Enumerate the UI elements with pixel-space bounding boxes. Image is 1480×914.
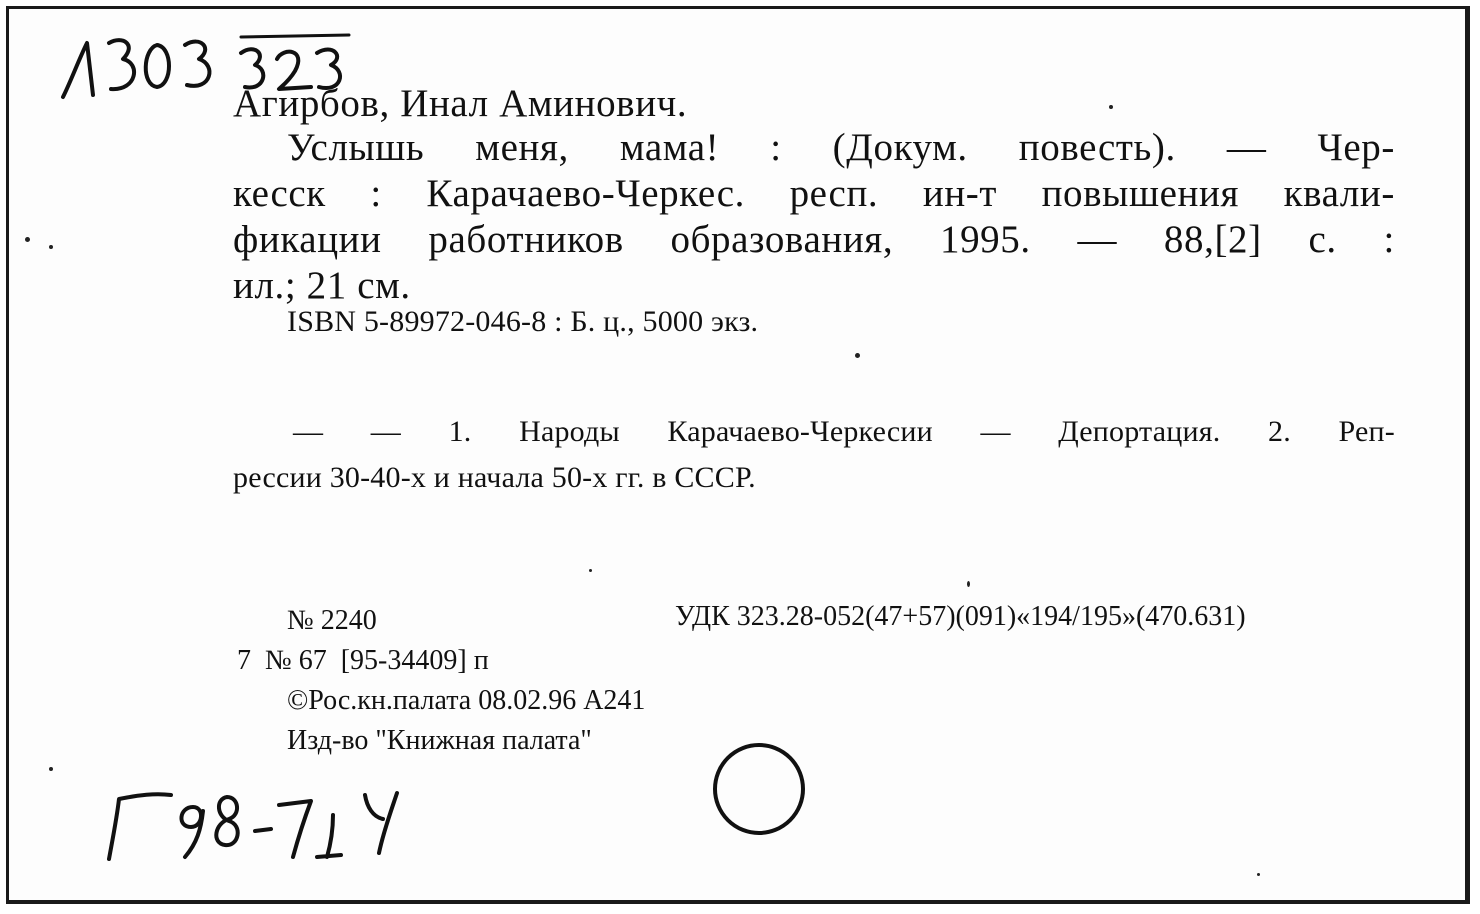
author-heading: Агирбов, Инал Аминович. [233,82,688,125]
handwritten-inventory-number [79,777,419,877]
scan-speck [1257,873,1260,876]
copyright-line: ©Рос.кн.палата 08.02.96 А241 [287,685,646,716]
scan-speck [25,237,30,242]
subject-line-2: рессии 30-40-х и начала 50-х гг. в СССР. [233,461,756,494]
scan-speck [967,581,970,587]
udc-code: УДК 323.28-052(47+57)(091)«194/195»(470.631) [675,601,1246,632]
scan-speck [855,353,860,358]
title-line-3: фикации работников образования, 1995. — 88,[2] с. : [233,218,1395,261]
scan-speck [589,569,592,572]
hole-punch-circle [709,741,809,841]
title-line-1: Услышь меня, мама! : (Докум. повесть). — Чер- [287,126,1395,169]
scan-speck [49,767,53,771]
isbn-line: ISBN 5-89972-046-8 : Б. ц., 5000 экз. [287,305,759,338]
scan-speck [49,245,53,249]
catalog-card [6,6,1470,904]
title-line-4: ил.; 21 см. [233,264,411,307]
record-number: № 2240 [287,605,377,636]
title-line-2: кесск : Карачаево-Черкес. респ. ин-т повышения квали- [233,172,1395,215]
subject-line-1: — — 1. Народы Карачаево-Черкесии — Депортация. 2. Реп- [293,415,1395,448]
footer-line-2: 7 № 67 [95-34409] п [237,645,489,676]
scan-speck [1109,105,1113,109]
publisher-line: Изд-во "Книжная палата" [287,725,592,756]
